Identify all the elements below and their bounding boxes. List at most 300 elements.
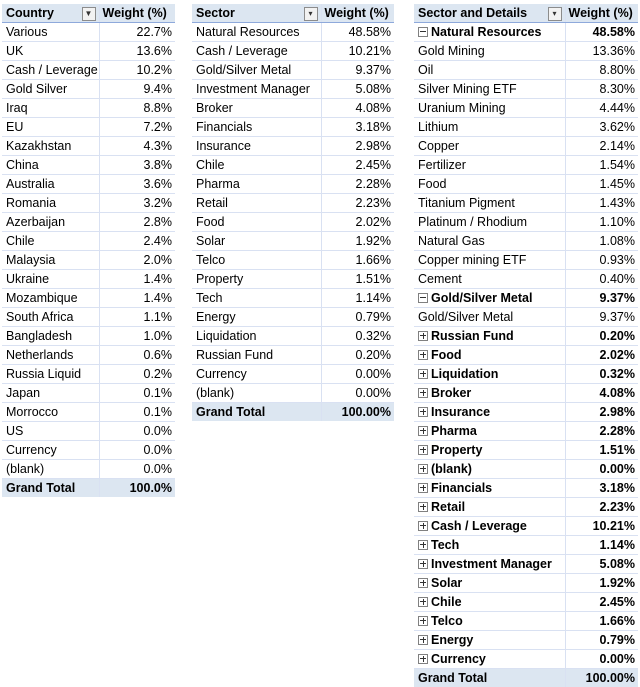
table-row xyxy=(192,289,394,308)
row-value-cell[interactable]: 7.2% xyxy=(99,118,175,137)
row-value-cell[interactable]: 2.28% xyxy=(321,175,394,194)
table-row xyxy=(2,61,175,80)
row-label-cell[interactable] xyxy=(2,308,99,327)
table-row xyxy=(192,384,394,403)
row-value-cell[interactable]: 0.0% xyxy=(99,441,175,460)
row-label-cell[interactable] xyxy=(414,80,565,99)
row-label-cell[interactable] xyxy=(414,555,565,574)
expand-plus-icon[interactable] xyxy=(418,464,428,474)
row-value-cell[interactable]: 2.28% xyxy=(565,422,638,441)
row-label-cell[interactable] xyxy=(192,346,321,365)
table-row xyxy=(192,327,394,346)
row-label-cell[interactable] xyxy=(2,422,99,441)
table-row xyxy=(2,289,175,308)
table-row xyxy=(414,479,638,498)
grand-total-label: Grand Total xyxy=(414,669,565,687)
table-row xyxy=(414,251,638,270)
expand-plus-icon[interactable] xyxy=(418,654,428,664)
row-value-cell[interactable]: 3.8% xyxy=(99,156,175,175)
row-value-cell[interactable]: 9.4% xyxy=(99,80,175,99)
row-value-cell[interactable]: 9.37% xyxy=(565,308,638,327)
table-row xyxy=(192,270,394,289)
row-label-titanium-pigment: Titanium Pigment xyxy=(418,196,515,211)
sector-pivot-table xyxy=(192,4,394,421)
row-label-morrocco: Morrocco xyxy=(6,405,59,420)
table-row xyxy=(414,441,638,460)
row-value-cell[interactable]: 3.18% xyxy=(321,118,394,137)
row-label-energy: Energy xyxy=(431,633,474,648)
table-row xyxy=(192,23,394,42)
row-value-cell[interactable]: 0.00% xyxy=(321,384,394,403)
expand-plus-icon[interactable] xyxy=(418,597,428,607)
row-value-cell[interactable]: 0.1% xyxy=(99,384,175,403)
row-label-cell[interactable] xyxy=(414,118,565,137)
row-label-cell[interactable] xyxy=(414,156,565,175)
filter-dropdown-icon[interactable]: ▼ xyxy=(82,7,96,21)
row-label-cell[interactable] xyxy=(414,289,565,308)
row-value-cell[interactable]: 0.20% xyxy=(565,327,638,346)
row-value-cell[interactable]: 2.02% xyxy=(321,213,394,232)
row-value-cell[interactable]: 1.51% xyxy=(565,441,638,460)
row-label-insurance: Insurance xyxy=(431,405,491,420)
row-label-cell[interactable] xyxy=(414,631,565,650)
row-label-cell[interactable] xyxy=(2,42,99,61)
row-value-cell[interactable]: 10.21% xyxy=(321,42,394,61)
row-label-solar: Solar xyxy=(431,576,463,591)
row-label-cell[interactable] xyxy=(414,137,565,156)
table-row xyxy=(2,403,175,422)
row-value-cell[interactable]: 9.37% xyxy=(565,289,638,308)
row-label-cell[interactable] xyxy=(192,175,321,194)
row-value-cell[interactable]: 9.37% xyxy=(321,61,394,80)
row-label-currency: Currency xyxy=(196,367,247,382)
row-label-property: Property xyxy=(431,443,483,458)
row-label-retail: Retail xyxy=(431,500,466,515)
row-label-cell[interactable] xyxy=(2,365,99,384)
row-label-cell[interactable] xyxy=(192,327,321,346)
expand-plus-icon[interactable] xyxy=(418,483,428,493)
row-label-cell[interactable] xyxy=(414,422,565,441)
row-label-russian-fund: Russian Fund xyxy=(431,329,514,344)
row-label-azerbaijan: Azerbaijan xyxy=(6,215,66,230)
row-label-cell[interactable] xyxy=(2,251,99,270)
row-value-cell[interactable]: 1.45% xyxy=(565,175,638,194)
row-label-cell[interactable] xyxy=(192,194,321,213)
row-label-cell[interactable] xyxy=(2,460,99,479)
row-label-cell[interactable] xyxy=(192,251,321,270)
table-row xyxy=(414,574,638,593)
row-label-cell[interactable] xyxy=(2,194,99,213)
row-label-natural-resources: Natural Resources xyxy=(196,25,300,40)
expand-plus-icon[interactable] xyxy=(418,426,428,436)
row-value-cell[interactable]: 1.51% xyxy=(321,270,394,289)
row-label-gold-silver: Gold Silver xyxy=(6,82,68,97)
row-label-broker: Broker xyxy=(431,386,472,401)
row-label-cell[interactable] xyxy=(414,365,565,384)
row-label-copper: Copper xyxy=(418,139,459,154)
table-row xyxy=(2,460,175,479)
row-value-cell[interactable]: 1.43% xyxy=(565,194,638,213)
table-header-row xyxy=(414,4,638,23)
row-label-cell[interactable] xyxy=(414,23,565,42)
row-value-cell[interactable]: 3.2% xyxy=(99,194,175,213)
table-row xyxy=(2,232,175,251)
row-value-cell[interactable]: 2.23% xyxy=(565,498,638,517)
row-value-cell[interactable]: 0.79% xyxy=(565,631,638,650)
row-label-cell[interactable] xyxy=(414,308,565,327)
row-label-cell[interactable] xyxy=(414,479,565,498)
row-label-natural-gas: Natural Gas xyxy=(418,234,485,249)
table-row xyxy=(192,99,394,118)
row-value-cell[interactable]: 0.93% xyxy=(565,251,638,270)
table-row xyxy=(414,118,638,137)
row-label-various: Various xyxy=(6,25,48,40)
table-row xyxy=(192,308,394,327)
row-label-oil: Oil xyxy=(418,63,434,78)
row-value-cell[interactable]: 5.08% xyxy=(321,80,394,99)
row-label-cell[interactable] xyxy=(414,346,565,365)
row-value-cell[interactable]: 10.21% xyxy=(565,517,638,536)
table-row xyxy=(2,422,175,441)
row-label-cell[interactable] xyxy=(192,308,321,327)
table-row xyxy=(192,156,394,175)
row-value-cell[interactable]: 1.14% xyxy=(321,289,394,308)
row-value-cell[interactable]: 1.92% xyxy=(565,574,638,593)
row-label-cell[interactable] xyxy=(192,99,321,118)
row-value-cell[interactable]: 48.58% xyxy=(565,23,638,42)
row-label-insurance: Insurance xyxy=(196,139,251,154)
sector-header-cell xyxy=(192,4,321,23)
sector-details-pivot-table xyxy=(414,4,638,687)
row-label-food: Food xyxy=(196,215,225,230)
row-label-solar: Solar xyxy=(196,234,226,249)
table-row xyxy=(414,156,638,175)
table-row xyxy=(414,23,638,42)
table-row xyxy=(2,213,175,232)
row-value-cell[interactable]: 3.62% xyxy=(565,118,638,137)
table-row xyxy=(414,137,638,156)
row-label-cell[interactable] xyxy=(2,403,99,422)
collapse-minus-icon[interactable] xyxy=(418,27,428,37)
row-value-cell[interactable]: 1.4% xyxy=(99,270,175,289)
row-label-cell[interactable] xyxy=(192,289,321,308)
expand-plus-icon[interactable] xyxy=(418,578,428,588)
row-label-financials: Financials xyxy=(196,120,253,135)
row-label-cell[interactable] xyxy=(414,498,565,517)
row-label-cell[interactable] xyxy=(192,80,321,99)
row-label-cell[interactable] xyxy=(2,232,99,251)
sector-details-header-label: Sector and Details xyxy=(418,6,528,21)
row-label-chile: Chile xyxy=(6,234,35,249)
row-label-cell[interactable] xyxy=(414,194,565,213)
row-label-cell[interactable] xyxy=(2,23,99,42)
row-value-cell[interactable]: 0.32% xyxy=(565,365,638,384)
row-value-cell[interactable]: 0.2% xyxy=(99,365,175,384)
row-label-cell[interactable] xyxy=(414,593,565,612)
row-value-cell[interactable]: 2.8% xyxy=(99,213,175,232)
row-label-cell[interactable] xyxy=(192,137,321,156)
sort-dropdown-icon[interactable]: ▾ xyxy=(548,7,562,21)
row-value-cell[interactable]: 0.40% xyxy=(565,270,638,289)
row-label-cell[interactable] xyxy=(414,574,565,593)
row-label-japan: Japan xyxy=(6,386,41,401)
row-value-cell[interactable]: 0.32% xyxy=(321,327,394,346)
row-label-cell[interactable] xyxy=(192,156,321,175)
grand-total-value: 100.00% xyxy=(565,669,638,687)
row-value-cell[interactable]: 4.3% xyxy=(99,137,175,156)
row-label-cell[interactable] xyxy=(414,517,565,536)
row-label-cell[interactable] xyxy=(2,327,99,346)
row-label-cash-leverage: Cash / Leverage xyxy=(6,63,98,78)
row-value-cell[interactable]: 48.58% xyxy=(321,23,394,42)
row-value-cell[interactable]: 1.14% xyxy=(565,536,638,555)
row-label-cell[interactable] xyxy=(414,536,565,555)
row-value-cell[interactable]: 2.4% xyxy=(99,232,175,251)
row-label-cement: Cement xyxy=(418,272,462,287)
row-label-uk: UK xyxy=(6,44,24,59)
table-row xyxy=(2,99,175,118)
table-row xyxy=(414,536,638,555)
row-value-cell[interactable]: 4.08% xyxy=(565,384,638,403)
row-label-telco: Telco xyxy=(431,614,463,629)
row-value-cell[interactable]: 22.7% xyxy=(99,23,175,42)
row-label-russian-fund: Russian Fund xyxy=(196,348,274,363)
table-row xyxy=(414,422,638,441)
row-label-cell[interactable] xyxy=(192,23,321,42)
row-value-cell[interactable]: 1.08% xyxy=(565,232,638,251)
weight-header-label: Weight (%) xyxy=(99,4,175,23)
row-label-cell[interactable] xyxy=(2,118,99,137)
row-value-cell[interactable]: 0.79% xyxy=(321,308,394,327)
row-value-cell[interactable]: 2.02% xyxy=(565,346,638,365)
row-value-cell[interactable]: 1.0% xyxy=(99,327,175,346)
row-label-cell[interactable] xyxy=(2,346,99,365)
row-label-cell[interactable] xyxy=(2,137,99,156)
table-row xyxy=(2,42,175,61)
row-label-cash-leverage: Cash / Leverage xyxy=(196,44,288,59)
row-label-cell[interactable] xyxy=(192,118,321,137)
table-row xyxy=(414,403,638,422)
row-label-cell[interactable] xyxy=(192,365,321,384)
table-row xyxy=(414,232,638,251)
row-label-gold-silver-metal: Gold/Silver Metal xyxy=(418,310,514,325)
row-label-us: US xyxy=(6,424,24,439)
row-label-cell[interactable] xyxy=(2,213,99,232)
row-label-investment-manager: Investment Manager xyxy=(196,82,310,97)
table-row xyxy=(2,137,175,156)
row-label-chile: Chile xyxy=(196,158,225,173)
table-row xyxy=(192,175,394,194)
table-row xyxy=(2,270,175,289)
row-label-cell[interactable] xyxy=(414,251,565,270)
row-value-cell[interactable]: 1.66% xyxy=(321,251,394,270)
row-label-cell[interactable] xyxy=(192,42,321,61)
row-label-chile: Chile xyxy=(431,595,462,610)
table-row xyxy=(192,42,394,61)
expand-plus-icon[interactable] xyxy=(418,540,428,550)
row-label-cell[interactable] xyxy=(2,289,99,308)
row-label-cell[interactable] xyxy=(414,612,565,631)
row-label-cash-leverage: Cash / Leverage xyxy=(431,519,527,534)
row-value-cell[interactable]: 0.00% xyxy=(565,460,638,479)
row-value-cell[interactable]: 8.80% xyxy=(565,61,638,80)
row-value-cell[interactable]: 2.14% xyxy=(565,137,638,156)
expand-plus-icon[interactable] xyxy=(418,559,428,569)
row-label-cell[interactable] xyxy=(192,270,321,289)
row-label-blank: (blank) xyxy=(431,462,472,477)
row-label-cell[interactable] xyxy=(414,42,565,61)
row-label-cell[interactable] xyxy=(414,384,565,403)
row-label-cell[interactable] xyxy=(414,270,565,289)
table-row xyxy=(2,384,175,403)
expand-plus-icon[interactable] xyxy=(418,388,428,398)
row-value-cell[interactable]: 2.45% xyxy=(321,156,394,175)
table-row xyxy=(2,308,175,327)
row-value-cell[interactable]: 1.10% xyxy=(565,213,638,232)
row-label-currency: Currency xyxy=(431,652,486,667)
row-label-mozambique: Mozambique xyxy=(6,291,78,306)
row-value-cell[interactable]: 13.36% xyxy=(565,42,638,61)
row-label-fertilizer: Fertilizer xyxy=(418,158,466,173)
row-value-cell[interactable]: 8.8% xyxy=(99,99,175,118)
table-row xyxy=(192,346,394,365)
table-row xyxy=(414,460,638,479)
row-label-cell[interactable] xyxy=(414,441,565,460)
row-value-cell[interactable]: 1.4% xyxy=(99,289,175,308)
grand-total-label: Grand Total xyxy=(2,479,99,498)
row-value-cell[interactable]: 1.54% xyxy=(565,156,638,175)
row-label-cell[interactable] xyxy=(414,99,565,118)
row-value-cell[interactable]: 10.2% xyxy=(99,61,175,80)
row-label-australia: Australia xyxy=(6,177,55,192)
row-label-liquidation: Liquidation xyxy=(431,367,499,382)
row-value-cell[interactable]: 13.6% xyxy=(99,42,175,61)
row-value-cell[interactable]: 2.98% xyxy=(321,137,394,156)
row-label-natural-resources: Natural Resources xyxy=(431,25,542,40)
row-label-broker: Broker xyxy=(196,101,233,116)
row-label-cell[interactable] xyxy=(414,213,565,232)
row-label-cell[interactable] xyxy=(414,403,565,422)
row-label-russia-liquid: Russia Liquid xyxy=(6,367,82,382)
sector-header-label: Sector xyxy=(196,6,235,21)
row-value-cell[interactable]: 0.1% xyxy=(99,403,175,422)
collapse-minus-icon[interactable] xyxy=(418,293,428,303)
grand-total-row xyxy=(414,669,638,687)
row-label-cell[interactable] xyxy=(2,99,99,118)
row-label-cell[interactable] xyxy=(192,232,321,251)
row-value-cell[interactable]: 2.23% xyxy=(321,194,394,213)
table-row xyxy=(2,175,175,194)
weight-header-label: Weight (%) xyxy=(565,4,638,23)
row-label-silver-mining-etf: Silver Mining ETF xyxy=(418,82,517,97)
row-value-cell[interactable]: 0.6% xyxy=(99,346,175,365)
row-value-cell[interactable]: 5.08% xyxy=(565,555,638,574)
row-label-energy: Energy xyxy=(196,310,236,325)
row-label-gold-mining: Gold Mining xyxy=(418,44,485,59)
sort-dropdown-icon[interactable]: ▾ xyxy=(304,7,318,21)
row-label-romania: Romania xyxy=(6,196,57,211)
expand-plus-icon[interactable] xyxy=(418,616,428,626)
row-label-pharma: Pharma xyxy=(431,424,477,439)
row-label-liquidation: Liquidation xyxy=(196,329,257,344)
row-label-cell[interactable] xyxy=(414,232,565,251)
row-value-cell[interactable]: 4.08% xyxy=(321,99,394,118)
row-label-cell[interactable] xyxy=(414,650,565,669)
country-header-cell xyxy=(2,4,99,23)
row-value-cell[interactable]: 3.6% xyxy=(99,175,175,194)
row-label-cell[interactable] xyxy=(2,61,99,80)
row-value-cell[interactable]: 0.20% xyxy=(321,346,394,365)
row-label-cell[interactable] xyxy=(2,80,99,99)
row-value-cell[interactable]: 2.0% xyxy=(99,251,175,270)
row-value-cell[interactable]: 0.0% xyxy=(99,460,175,479)
row-label-cell[interactable] xyxy=(2,441,99,460)
row-label-cell[interactable] xyxy=(2,270,99,289)
row-label-cell[interactable] xyxy=(192,384,321,403)
table-row xyxy=(2,327,175,346)
row-value-cell[interactable]: 4.44% xyxy=(565,99,638,118)
table-row xyxy=(414,42,638,61)
grand-total-value: 100.00% xyxy=(321,403,394,422)
row-value-cell[interactable]: 1.66% xyxy=(565,612,638,631)
table-header-row xyxy=(192,4,394,23)
row-label-china: China xyxy=(6,158,39,173)
row-label-bangladesh: Bangladesh xyxy=(6,329,73,344)
row-value-cell[interactable]: 3.18% xyxy=(565,479,638,498)
row-label-cell[interactable] xyxy=(414,61,565,80)
table-row xyxy=(414,365,638,384)
expand-plus-icon[interactable] xyxy=(418,521,428,531)
row-value-cell[interactable]: 0.00% xyxy=(321,365,394,384)
expand-plus-icon[interactable] xyxy=(418,445,428,455)
expand-plus-icon[interactable] xyxy=(418,407,428,417)
expand-plus-icon[interactable] xyxy=(418,369,428,379)
row-label-cell[interactable] xyxy=(414,175,565,194)
table-row xyxy=(414,61,638,80)
expand-plus-icon[interactable] xyxy=(418,350,428,360)
row-label-cell[interactable] xyxy=(192,61,321,80)
table-row xyxy=(414,99,638,118)
expand-plus-icon[interactable] xyxy=(418,331,428,341)
row-label-uranium-mining: Uranium Mining xyxy=(418,101,506,116)
row-value-cell[interactable]: 1.92% xyxy=(321,232,394,251)
row-value-cell[interactable]: 0.00% xyxy=(565,650,638,669)
row-value-cell[interactable]: 2.98% xyxy=(565,403,638,422)
weight-header-label: Weight (%) xyxy=(321,4,394,23)
row-value-cell[interactable]: 2.45% xyxy=(565,593,638,612)
row-value-cell[interactable]: 1.1% xyxy=(99,308,175,327)
row-label-investment-manager: Investment Manager xyxy=(431,557,552,572)
row-label-cell[interactable] xyxy=(2,156,99,175)
row-label-cell[interactable] xyxy=(2,175,99,194)
table-row xyxy=(414,213,638,232)
table-row xyxy=(414,308,638,327)
expand-plus-icon[interactable] xyxy=(418,502,428,512)
grand-total-row xyxy=(2,479,175,498)
row-label-cell[interactable] xyxy=(2,384,99,403)
table-row xyxy=(414,593,638,612)
table-row xyxy=(2,194,175,213)
row-label-gold-silver-metal: Gold/Silver Metal xyxy=(431,291,533,306)
row-value-cell[interactable]: 8.30% xyxy=(565,80,638,99)
row-value-cell[interactable]: 0.0% xyxy=(99,422,175,441)
expand-plus-icon[interactable] xyxy=(418,635,428,645)
row-label-cell[interactable] xyxy=(414,460,565,479)
row-label-cell[interactable] xyxy=(414,327,565,346)
country-header-label: Country xyxy=(6,6,54,21)
row-label-ukraine: Ukraine xyxy=(6,272,50,287)
row-label-cell[interactable] xyxy=(192,213,321,232)
